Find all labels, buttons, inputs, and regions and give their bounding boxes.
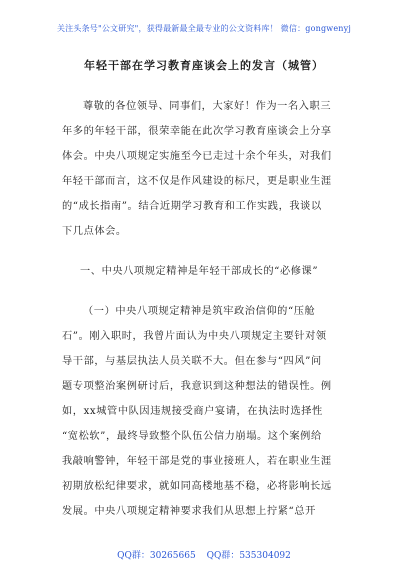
paragraph-line: 尊敬的各位领导、同事们，大家好！作为一名入职三 — [83, 101, 332, 112]
footer — [0, 548, 408, 561]
paragraph-line: （一）中央八项规定精神是筑牢政治信仰的“压舱 — [83, 306, 316, 317]
paragraph-line: 如，xx城管中队因违规接受商户宴请，在执法时选择性 — [62, 406, 323, 417]
document-title: 年轻干部在学习教育座谈会上的发言（城管） — [84, 59, 324, 72]
footer-qq-group-1: QQ群：30265665 — [117, 551, 196, 561]
paragraph-line: 年轻干部而言，这不仅是作风建设的标尺，更是职业生涯 — [62, 176, 332, 187]
footer-qq-group-2: QQ群：535304092 — [206, 551, 291, 561]
paragraph-line: 体会。中央八项规定实施至今已走过十余个年头，对我们 — [62, 151, 332, 162]
paragraph-line: 导干部，与基层执法人员关联不大。但在参与“四风”问 — [62, 356, 322, 367]
paragraph-line: 石”。刚入职时，我曾片面认为中央八项规定主要针对领 — [62, 331, 327, 342]
section-heading: 一、中央八项规定精神是年轻干部成长的“必修课” — [80, 266, 319, 277]
header-banner: 关注头条号"公文研究"，获得最新最全最专业的公文资料库！ 微信：gongwenyj — [56, 24, 352, 33]
paragraph-line: “宽松软”，最终导致整个队伍公信力崩塌。这个案例给 — [62, 431, 322, 442]
paragraph-line: 年多的年轻干部，很荣幸能在此次学习教育座谈会上分享 — [62, 126, 332, 137]
paragraph-line: 下几点体会。 — [62, 226, 127, 237]
paragraph-line: 初期放松纪律要求，就如同高楼地基不稳，必将影响长远 — [62, 481, 332, 492]
paragraph-line: 发展。中央八项规定精神要求我们从思想上拧紧“总开 — [62, 506, 316, 517]
paragraph-line: 题专项整治案例研讨后，我意识到这种想法的错误性。例 — [62, 381, 332, 392]
paragraph-line: 我敲响警钟，年轻干部是党的事业接班人，若在职业生涯 — [62, 456, 332, 467]
paragraph-line: 的“成长指南”。结合近期学习教育和工作实践，我谈以 — [62, 201, 322, 212]
